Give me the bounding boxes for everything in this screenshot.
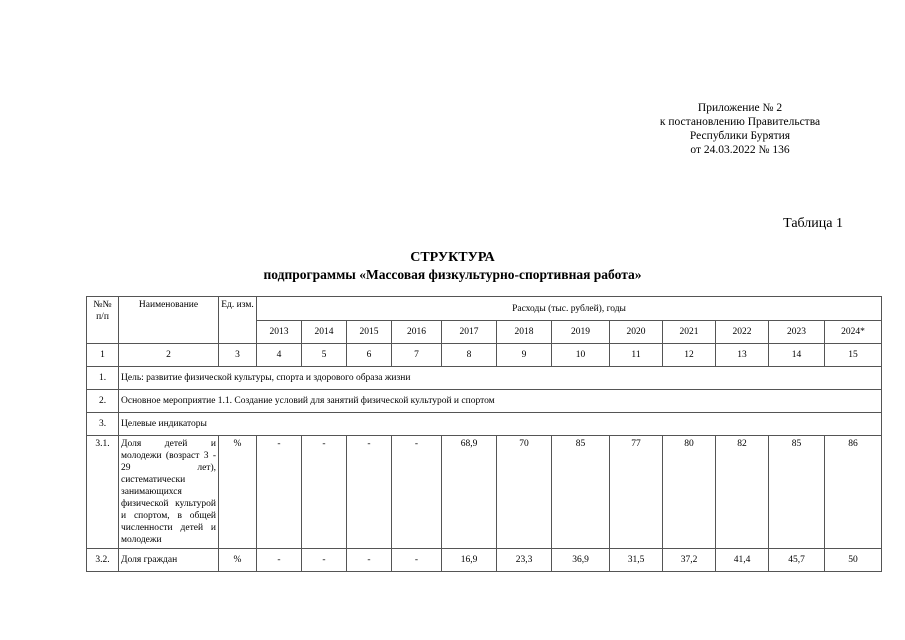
value-cell: 37,2 (663, 549, 716, 572)
year-cell: 2013 (257, 321, 302, 344)
header-num: №№ п/п (87, 297, 119, 344)
main-activity-text: Основное мероприятие 1.1. Создание условий для занятий физической культурой и спортом (119, 390, 882, 413)
row-number: 3. (87, 413, 119, 436)
header-name: Наименование (119, 297, 219, 344)
structure-table (86, 296, 882, 572)
year-cell: 2015 (347, 321, 392, 344)
column-number: 10 (552, 344, 610, 367)
value-cell: 85 (552, 436, 610, 549)
value-cell: 16,9 (442, 549, 497, 572)
table-row (87, 413, 882, 436)
value-cell: 86 (825, 436, 882, 549)
column-number: 5 (302, 344, 347, 367)
column-number: 11 (610, 344, 663, 367)
value-cell: 23,3 (497, 549, 552, 572)
year-cell: 2024* (825, 321, 882, 344)
value-cell: - (302, 549, 347, 572)
document-subtitle: подпрограммы «Массовая физкультурно-спортивная работа» (263, 267, 642, 282)
value-cell: 41,4 (716, 549, 769, 572)
document-title: СТРУКТУРА (410, 250, 495, 265)
indicator-name: Доля граждан (119, 549, 219, 572)
value-cell: 50 (825, 549, 882, 572)
indicator-unit: % (219, 436, 257, 549)
header-expenses: Расходы (тыс. рублей), годы (257, 297, 882, 321)
appendix-line-3: Республики Бурятия (689, 130, 791, 142)
year-cell: 2022 (716, 321, 769, 344)
value-cell: 80 (663, 436, 716, 549)
indicator-unit: % (219, 549, 257, 572)
year-cell: 2021 (663, 321, 716, 344)
year-cell: 2018 (497, 321, 552, 344)
value-cell: 68,9 (442, 436, 497, 549)
header-unit: Ед. изм. (219, 297, 257, 344)
column-number: 4 (257, 344, 302, 367)
value-cell: 45,7 (769, 549, 825, 572)
value-cell: 70 (497, 436, 552, 549)
table-row (87, 436, 882, 549)
table-row (87, 390, 882, 413)
year-cell: 2020 (610, 321, 663, 344)
value-cell: 82 (716, 436, 769, 549)
column-number: 14 (769, 344, 825, 367)
column-number: 8 (442, 344, 497, 367)
value-cell: 31,5 (610, 549, 663, 572)
column-number: 2 (119, 344, 219, 367)
column-number: 15 (825, 344, 882, 367)
value-cell: 77 (610, 436, 663, 549)
appendix-header (600, 101, 880, 157)
column-number: 6 (347, 344, 392, 367)
table-row (87, 367, 882, 390)
row-number: 1. (87, 367, 119, 390)
value-cell: - (392, 436, 442, 549)
column-number: 9 (497, 344, 552, 367)
value-cell: 85 (769, 436, 825, 549)
value-cell: - (392, 549, 442, 572)
row-number: 2. (87, 390, 119, 413)
appendix-line-4: от 24.03.2022 № 136 (690, 144, 790, 156)
column-number: 7 (392, 344, 442, 367)
value-cell: - (302, 436, 347, 549)
column-number-row (87, 344, 882, 367)
value-cell: - (347, 549, 392, 572)
value-cell: - (257, 549, 302, 572)
column-number: 12 (663, 344, 716, 367)
column-number: 3 (219, 344, 257, 367)
column-number: 13 (716, 344, 769, 367)
goal-text: Цель: развитие физической культуры, спорта и здорового образа жизни (119, 367, 882, 390)
appendix-line-2: к постановлению Правительства (659, 116, 821, 128)
row-number: 3.2. (87, 549, 119, 572)
value-cell: - (347, 436, 392, 549)
year-cell: 2023 (769, 321, 825, 344)
value-cell: - (257, 436, 302, 549)
table-label: Таблица 1 (783, 216, 843, 231)
indicators-heading: Целевые индикаторы (119, 413, 882, 436)
row-number: 3.1. (87, 436, 119, 549)
indicator-name: Доля детей и молодежи (возраст 3 - 29 лет), систематически занимающихся физической культурой и спортом, в общей численности детей и молодежи (119, 436, 219, 549)
header-row (87, 297, 882, 321)
column-number: 1 (87, 344, 119, 367)
appendix-line-1: Приложение № 2 (697, 102, 783, 114)
table-row (87, 549, 882, 572)
year-cell: 2014 (302, 321, 347, 344)
value-cell: 36,9 (552, 549, 610, 572)
year-cell: 2019 (552, 321, 610, 344)
year-cell: 2016 (392, 321, 442, 344)
year-cell: 2017 (442, 321, 497, 344)
